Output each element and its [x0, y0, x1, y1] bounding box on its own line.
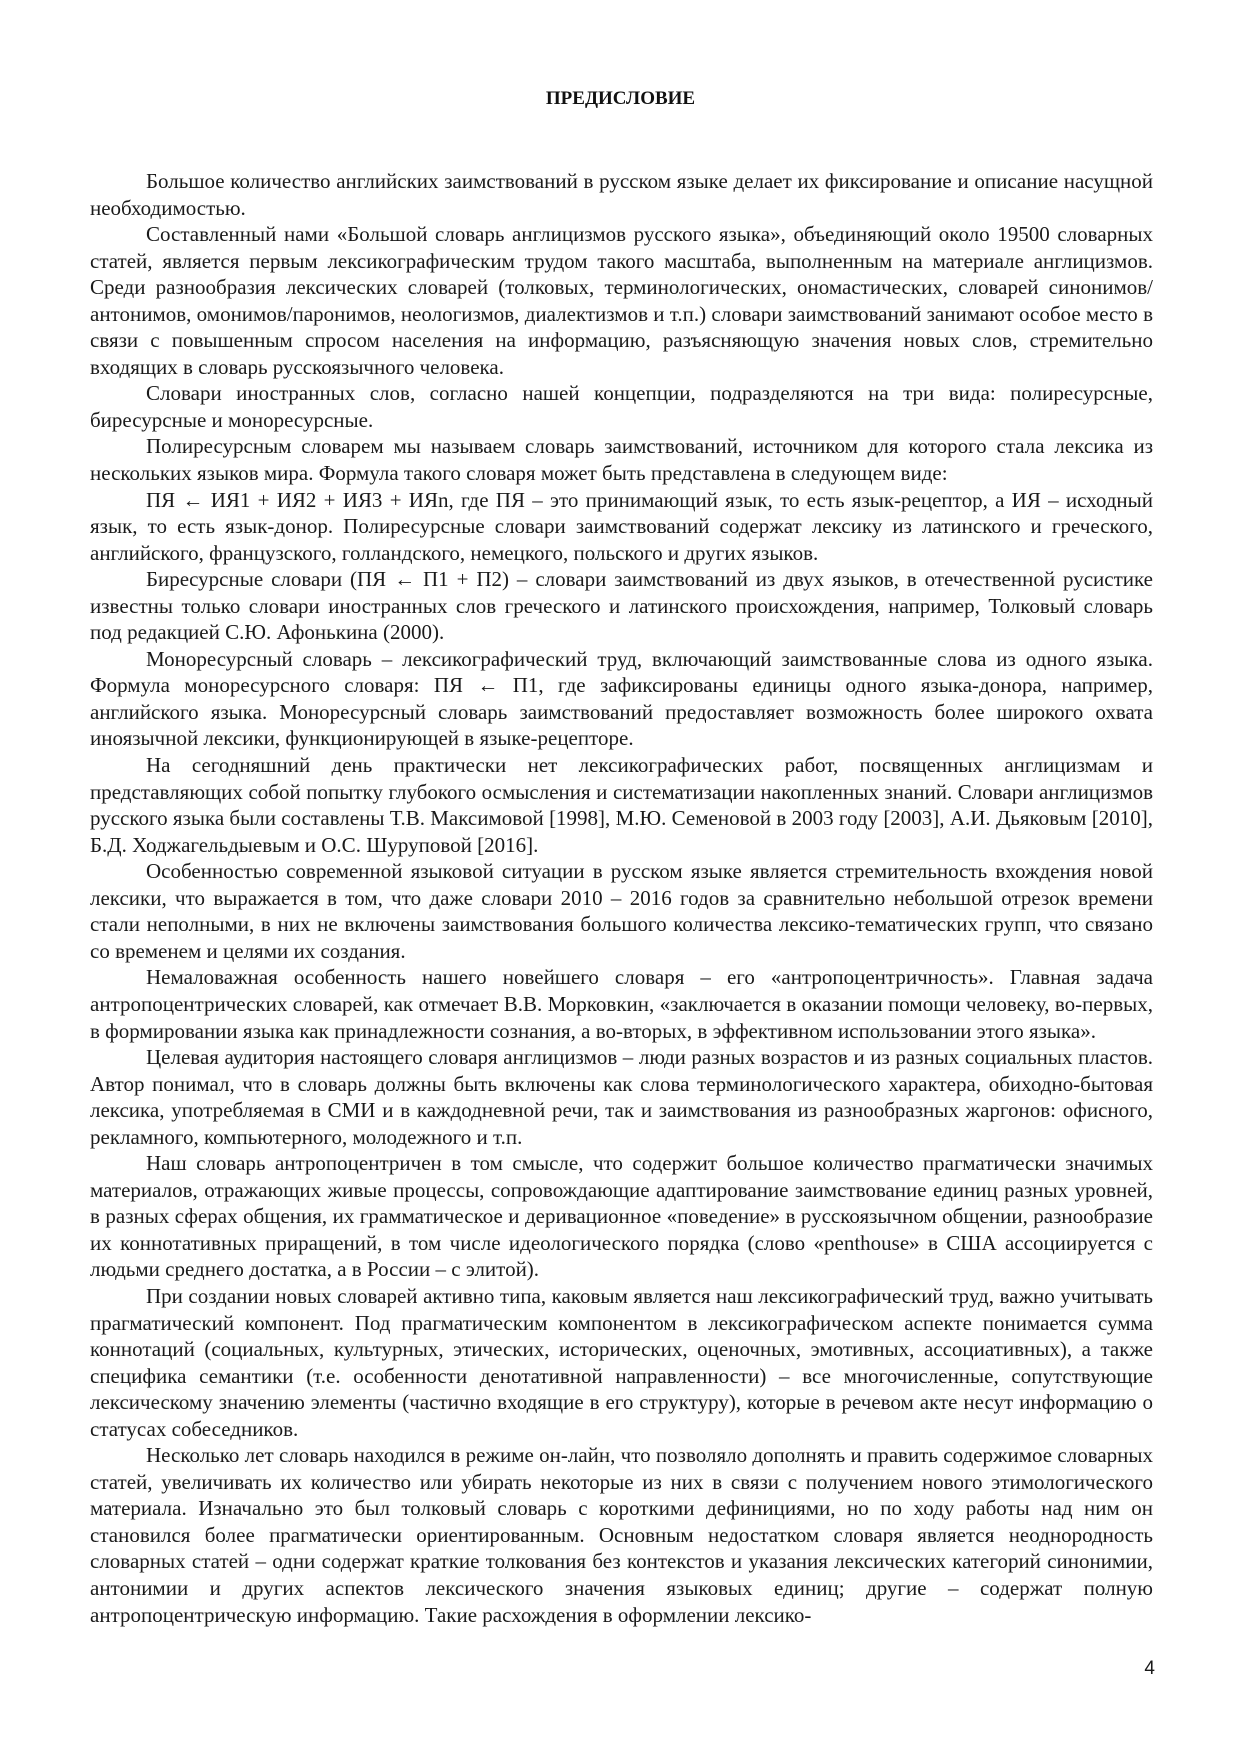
- page-title: ПРЕДИСЛОВИЕ: [545, 88, 696, 109]
- paragraph: Монoресурсный словарь – лексикографический труд, включающий заимствованные слова из одного языка. Формула моноресурсного словаря: ПЯ ← П1, где зафиксированы единицы одного языка-донора, например, английского языка. Монoресурсный словарь заимствований предоставляет возможность более широкого охвата иноязычной лексики, функционирующей в языке-рецепторе.: [90, 646, 1153, 751]
- paragraph: Особенностью современной языковой ситуации в русском языке является стремительность вхождения новой лексики, что выражается в том, что даже словари 2010 – 2016 годов за сравнительно небольшой отрезок времени стали неполными, в них не включены заимствования большого количества лексико-тематических групп, что связано со временем и целями их создания.: [90, 859, 1153, 963]
- paragraph: Бирeсурсные словари (ПЯ ← П1 + П2) – словари заимствований из двух языков, в отечественной русистике известны только словари иностранных слов греческого и латинского происхождения, например, Толковый словарь под редакцией С.Ю. Афонькина (2000).: [90, 567, 1153, 645]
- paragraph: Большое количество английских заимствований в русском языке делает их фиксирование и описание насущной необходимостью.: [90, 169, 1153, 220]
- paragraph: ПЯ ← ИЯ1 + ИЯ2 + ИЯ3 + ИЯn, где ПЯ – это принимающий язык, то есть язык-рецептор, а ИЯ – исходный язык, то есть язык-донор. Полиресурсные словари заимствований содержат лексику из латинского и греческого, английского, французского, голландского, немецкого, польского и других языков.: [90, 487, 1153, 565]
- paragraph: На сегодняшний день практически нет лексикографических работ, посвященных англицизмам и представляющих собой попытку глубокого осмысления и систематизации накопленных знаний. Словари англицизмов русского языка были составлены Т.В. Максимовой [1998], М.Ю. Семеновой в 2003 году [2003], А.И. Дьяковым [2010], Б.Д. Ходжагельдыевым и О.С. Шуруповой [2016].: [90, 753, 1153, 857]
- paragraph: Полиресурсным словарем мы называем словарь заимствований, источником для которого стала лексика из нескольких языков мира. Формула такого словаря может быть представлена в следующем виде:: [90, 434, 1153, 486]
- page-number: 4: [1144, 1658, 1155, 1679]
- body-text: [90, 168, 1153, 1628]
- paragraph: Немаловажная особенность нашего новейшего словаря – его «антропоцентричность». Главная задача антропоцентрических словарей, как отмечает В.В. Морковкин, «заключается в оказании помощи человеку, во-первых, в формировании языка как принадлежности сознания, а во-вторых, в эффективном использовании этого языка».: [90, 965, 1153, 1043]
- paragraph: Несколько лет словарь находился в режиме он-лайн, что позволяло дополнять и править содержимое словарных статей, увеличивать их количество или убирать некоторые из них в связи с получением нового этимологического материала. Изначально это был толковый словарь с короткими дефинициями, но по ходу работы над ним он становился более прагматически ориентированным. Основным недостатком словаря является неоднородность словарных статей – одни содержат краткие толкования без контекстов и указания лексических категорий синонимии, антонимии и других аспектов лексического значения языковых единиц; другие – содержат полную антропоцентрическую информацию. Такие расхождения в оформлении лексико-: [90, 1443, 1153, 1627]
- paragraph: Составленный нами «Большой словарь англицизмов русского языка», объединяющий около 19500 словарных статей, является первым лексикографическим трудом такого масштаба, выполненным на материале англицизмов. Среди разнообразия лексических словарей (толковых, терминологических, ономастических, словарей синонимов/антонимов, омонимов/паронимов, неологизмов, диалектизмов и т.п.) словари заимствований занимают особое место в связи с повышенным спросом населения на информацию, разъясняющую значения новых слов, стремительно входящих в словарь русскоязычного человека.: [90, 222, 1153, 379]
- paragraph: Целевая аудитория настоящего словаря англицизмов – люди разных возрастов и из разных социальных пластов. Автор понимал, что в словарь должны быть включены как слова терминологического характера, обиходно-бытовая лексика, употребляемая в СМИ и в каждодневной речи, так и заимствования из разнообразных жаргонов: офисного, рекламного, компьютерного, молодежного и т.п.: [90, 1045, 1153, 1149]
- paragraph: При создании новых словарей активно типа, каковым является наш лексикографический труд, важно учитывать прагматический компонент. Под прагматическим компонентом в лексикографическом аспекте понимается сумма коннотаций (социальных, культурных, этических, исторических, оценочных, эмотивных, ассоциативных), а также специфика семантики (т.е. особенности денотативной направленности) – все многочисленные, сопутствующие лексическому значению элементы (частично входящие в его структуру), которые в речевом акте несут информацию о статусах собеседников.: [90, 1283, 1153, 1441]
- paragraph: Наш словарь антропоцентричен в том смысле, что содержит большое количество прагматически значимых материалов, отражающих живые процессы, сопровождающие адаптирование заимствование единиц разных уровней, в разных сферах общения, их грамматическое и деривационное «поведение» в русскоязычном общении, разнообразие их коннотативных приращений, в том числе идеологического порядка (слово «penthouse» в США ассоциируется с людьми среднего достатка, а в России – с элитой).: [90, 1151, 1153, 1282]
- paragraph: Словари иностранных слов, согласно нашей концепции, подразделяются на три вида: полиресурсные, биресурсные и монoресурсные.: [90, 381, 1153, 432]
